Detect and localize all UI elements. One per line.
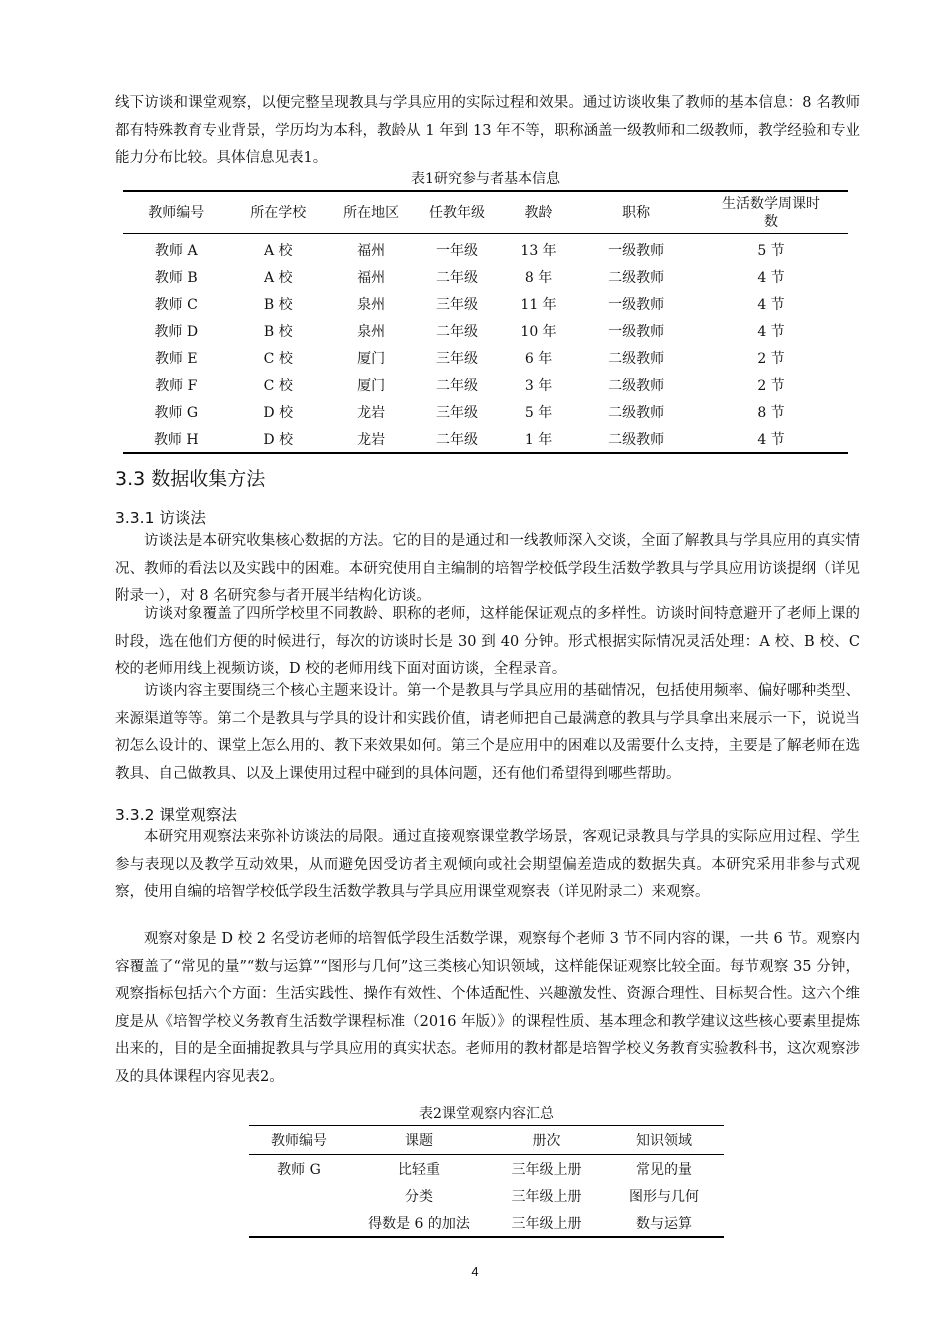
table-header-cell: 教师编号	[249, 1126, 349, 1155]
table-cell: 教师 F	[155, 377, 198, 394]
table-cell: D 校	[263, 431, 294, 448]
table-cell: C 校	[263, 377, 293, 394]
paragraph: 访谈对象覆盖了四所学校里不同教龄、职称的老师，这样能保证观点的多样性。访谈时间特意避开了老师上课的时段，选在他们方便的时候进行，每次的访谈时长是 30 到 40 分钟。形式根据实际情况灵活处理：A 校、B 校、C 校的老师用线上视频访谈，D 校的老师用线下面对面访谈，全程录音。	[115, 606, 860, 677]
participants-table	[123, 190, 848, 454]
table-cell: 6 年	[524, 350, 553, 367]
subsection-heading: 3.3.1 访谈法	[115, 509, 206, 527]
table-cell: 二年级	[436, 323, 479, 340]
table-cell: 福州	[357, 242, 386, 259]
table-header-cell: 知识领域	[604, 1126, 724, 1155]
table-cell: 泉州	[357, 323, 386, 340]
table-cell: C 校	[263, 350, 293, 367]
table-cell: 教师 D	[154, 323, 199, 340]
table-row	[123, 344, 848, 371]
table-cell: 4 节	[757, 269, 785, 286]
table-cell: 一年级	[436, 242, 479, 259]
table-cell: 2 节	[757, 377, 785, 394]
table-cell: 教师 E	[154, 350, 198, 367]
table-cell: 二级教师	[608, 377, 665, 394]
table-cell: 教师 C	[154, 296, 198, 313]
table-cell: 教师 B	[154, 269, 198, 286]
table-cell: 泉州	[357, 296, 386, 313]
table-cell: 三年级	[436, 350, 479, 367]
table-cell: 三年级上册	[511, 1215, 582, 1232]
table-cell: 厦门	[357, 350, 386, 367]
table-cell: 教师 G	[277, 1161, 321, 1178]
table-cell: 4 节	[757, 431, 785, 448]
table-header-cell: 课题	[349, 1126, 489, 1155]
table-row	[123, 371, 848, 398]
table-cell: 8 年	[524, 269, 553, 286]
table-cell: B 校	[263, 296, 293, 313]
table-cell: B 校	[263, 323, 293, 340]
table-header-cell: 教龄	[499, 191, 578, 234]
table-cell: 龙岩	[357, 431, 386, 448]
paragraph: 本研究用观察法来弥补访谈法的局限。通过直接观察课堂教学场景，客观记录教具与学具的实际应用过程、学生参与表现以及教学互动效果，从而避免因受访者主观倾向或社会期望偏差造成的数据失真。本研究采用非参与式观察，使用自编的培智学校低学段生活数学教具与学具应用课堂观察表（详见附录二）来观察。	[115, 829, 860, 900]
table-header-cell: 任教年级	[415, 191, 499, 234]
table-row	[123, 398, 848, 425]
table-row	[123, 234, 848, 264]
table-row	[249, 1182, 724, 1209]
table-cell: 三年级	[436, 404, 479, 421]
table-cell: 8 节	[757, 404, 785, 421]
table-cell: 一级教师	[608, 242, 665, 259]
table-cell: 13 年	[520, 242, 557, 259]
table-cell: 厦门	[357, 377, 386, 394]
table-header-cell: 教师编号	[123, 191, 230, 234]
table-cell: 比轻重	[398, 1161, 440, 1178]
table-header-cell: 所在学校	[230, 191, 327, 234]
table-cell: 三年级上册	[511, 1188, 582, 1205]
table-cell: 一级教师	[608, 296, 665, 313]
table-row	[249, 1155, 724, 1183]
table-cell: 二年级	[436, 431, 479, 448]
subsection-heading: 3.3.2 课堂观察法	[115, 806, 237, 824]
table-header-cell: 册次	[489, 1126, 604, 1155]
table-cell: 二年级	[436, 377, 479, 394]
paragraph: 访谈法是本研究收集核心数据的方法。它的目的是通过和一线教师深入交谈，全面了解教具与学具应用的真实情况、教师的看法以及实践中的困难。本研究使用自主编制的培智学校低学段生活数学教具与学具应用访谈提纲（详见附录一），对 8 名研究参与者开展半结构化访谈。	[115, 533, 860, 604]
table-cell: 分类	[405, 1188, 433, 1205]
table-cell: 二级教师	[608, 431, 665, 448]
table-header-cell: 职称	[578, 191, 694, 234]
table-cell: 4 节	[757, 296, 785, 313]
table-cell: 3 年	[524, 377, 553, 394]
table-cell: 教师 G	[154, 404, 199, 421]
table-cell: 二级教师	[608, 350, 665, 367]
table-row	[123, 425, 848, 453]
table-cell: 三年级	[436, 296, 479, 313]
table-cell: 5 节	[757, 242, 785, 259]
intro-paragraph: 线下访谈和课堂观察，以便完整呈现教具与学具应用的实际过程和效果。通过访谈收集了教师的基本信息：8 名教师都有特殊教育专业背景，学历均为本科，教龄从 1 年到 13 年不等，职称涵盖一级教师和二级教师，教学经验和专业能力分布比较。具体信息见表1。	[115, 95, 860, 166]
table-cell: 教师 A	[155, 242, 198, 259]
table-cell: 数与运算	[636, 1215, 692, 1232]
table-cell: A 校	[263, 269, 293, 286]
table-cell: 二年级	[436, 269, 479, 286]
table-header-cell: 所在地区	[327, 191, 415, 234]
table-cell: 常见的量	[636, 1161, 692, 1178]
table-cell: 二级教师	[608, 404, 665, 421]
table-cell: 二级教师	[608, 269, 665, 286]
table-cell: 三年级上册	[511, 1161, 582, 1178]
table-header-row	[123, 191, 848, 234]
table-cell	[249, 1182, 349, 1209]
table-cell: 4 节	[757, 323, 785, 340]
table-cell: 一级教师	[608, 323, 665, 340]
table-header-cell: 生活数学周课时数	[694, 191, 848, 234]
section-heading: 3.3 数据收集方法	[115, 468, 266, 490]
table-cell	[249, 1209, 349, 1237]
page-number: 4	[471, 1264, 479, 1279]
table-header-row	[249, 1126, 724, 1155]
table-cell: 得数是 6 的加法	[368, 1215, 470, 1232]
table-cell: A 校	[263, 242, 293, 259]
table-row	[123, 263, 848, 290]
observation-table	[249, 1125, 724, 1238]
table1-caption: 表1研究参与者基本信息	[411, 171, 560, 187]
table-cell: 图形与几何	[629, 1188, 699, 1205]
paragraph: 访谈内容主要围绕三个核心主题来设计。第一个是教具与学具应用的基础情况，包括使用频率、偏好哪种类型、来源渠道等等。第二个是教具与学具的设计和实践价值，请老师把自己最满意的教具与学具拿出来展示一下，说说当初怎么设计的、课堂上怎么用的、教下来效果如何。第三个是应用中的困难以及需要什么支持，主要是了解老师在选教具、自己做教具、以及上课使用过程中碰到的具体问题，还有他们希望得到哪些帮助。	[115, 683, 860, 782]
table-cell: 11 年	[520, 296, 557, 313]
table-cell: D 校	[263, 404, 294, 421]
table-cell: 教师 H	[153, 431, 199, 448]
table2-caption: 表2课堂观察内容汇总	[419, 1106, 554, 1122]
table-row	[123, 290, 848, 317]
table-cell: 龙岩	[357, 404, 386, 421]
table-row	[249, 1209, 724, 1237]
paragraph: 观察对象是 D 校 2 名受访老师的培智低学段生活数学课，观察每个老师 3 节不同内容的课，一共 6 节。观察内容覆盖了“常见的量”“数与运算”“图形与几何”这三类核心知识领域，这样能保证观察比较全面。每节观察 35 分钟，观察指标包括六个方面：生活实践性、操作有效性、个体适配性、兴趣激发性、资源合理性、目标契合性。这六个维度是从《培智学校义务教育生活数学课程标准（2016 年版）》的课程性质、基本理念和教学建议这些核心要素里提炼出来的，目的是全面捕捉教具与学具应用的真实状态。老师用的教材都是培智学校义务教育实验教科书，这次观察涉及的具体课程内容见表2。	[115, 931, 860, 1085]
table-cell: 福州	[357, 269, 386, 286]
table-cell: 2 节	[757, 350, 785, 367]
table-cell: 10 年	[520, 323, 557, 340]
table-cell: 5 年	[524, 404, 553, 421]
table-cell: 1 年	[524, 431, 553, 448]
table-row	[123, 317, 848, 344]
